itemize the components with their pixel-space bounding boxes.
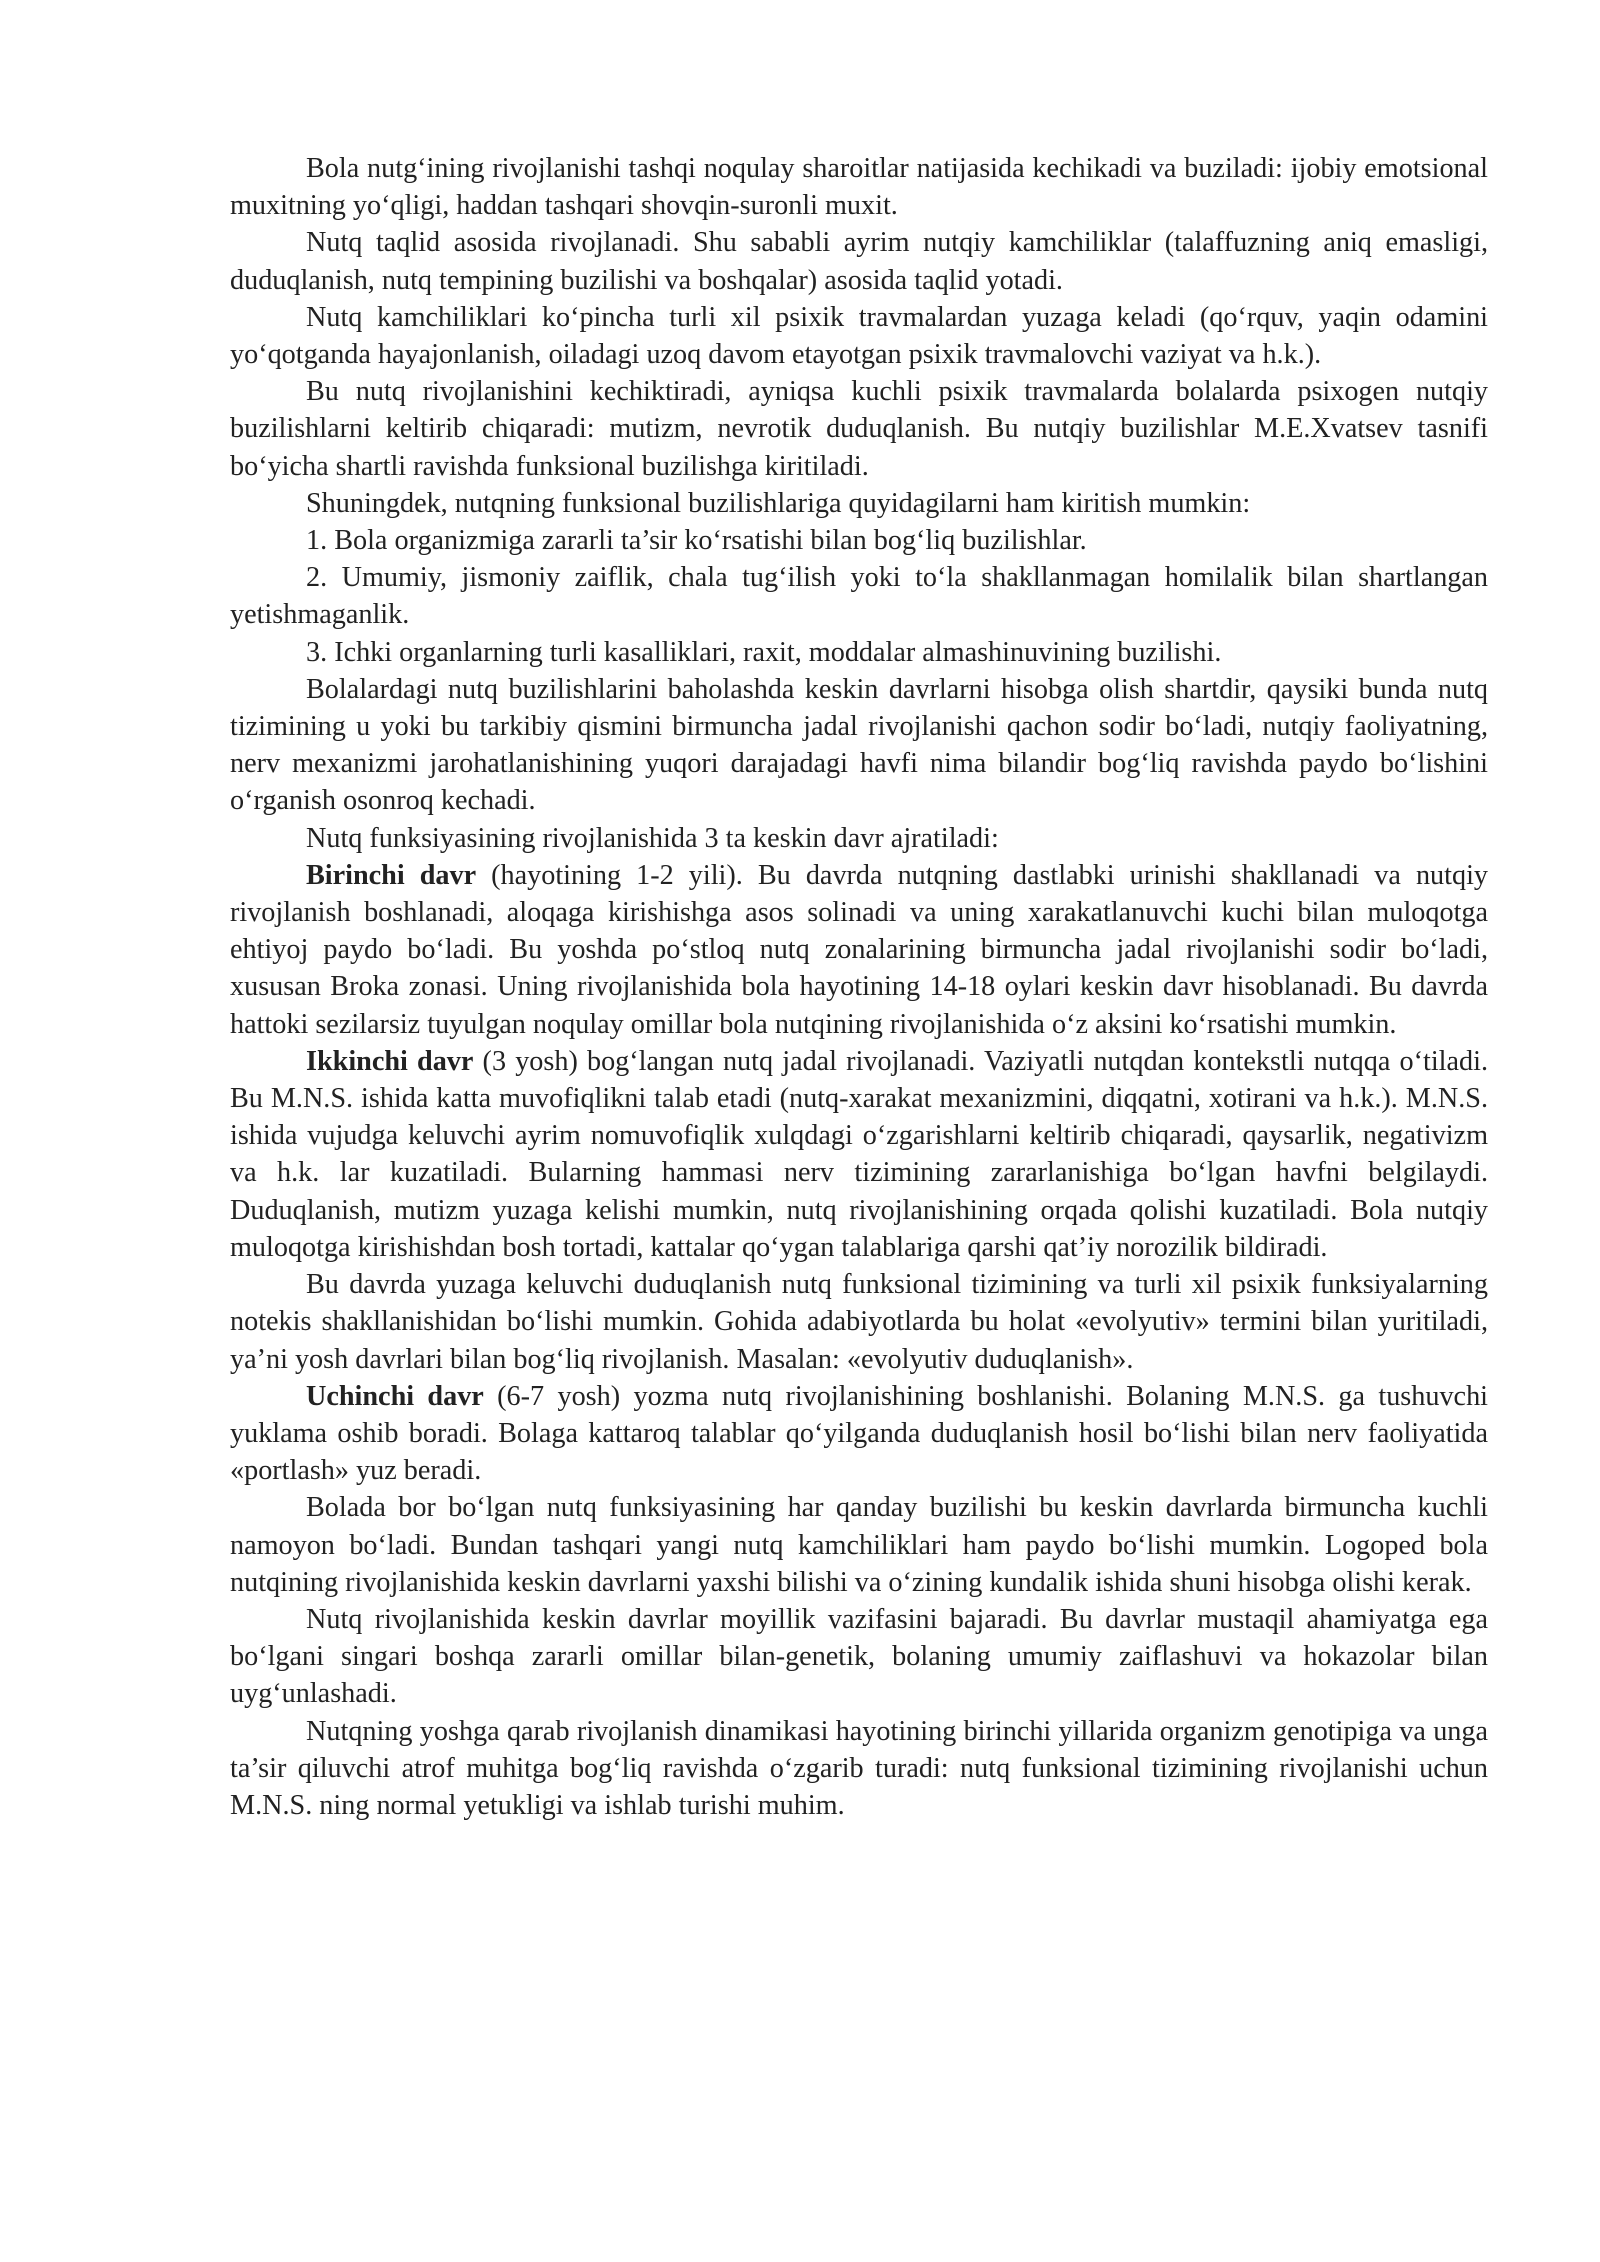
paragraph-15: Bolada bor bo‘lgan nutq funksiyasining har qanday buzilishi bu keskin davrlarda birmuncha kuchli namoyon bo‘ladi. Bundan tashqari yangi nutq kamchiliklari ham paydo bo‘lishi mumkin. Logoped bola nutqining rivojlanishida keskin davrlarni yaxshi bilishi va o‘zining kundalik ishida shuni hisobga olishi kerak. [230,1492,1488,1598]
third-period-text: (6-7 yosh) yozma nutq rivojlanishining boshlanishi. Bolaning M.N.S. ga tushuvchi yuklama oshib boradi. Bolaga kattaroq talablar qo‘yilganda duduqlanish hosil bo‘lishi bilan nerv faoliyatida «portlash» yuz beradi. [230,1380,1488,1487]
second-period-heading: Ikkinchi davr [306,1045,474,1077]
second-period-text: (3 yosh) bog‘langan nutq jadal rivojlanadi. Vaziyatli nutqdan kontekstli nutqqa o‘tiladi. Bu M.N.S. ishida katta muvofiqlikni talab etadi (nutq-xarakat mexanizmini, diqqatni, xotirani va h.k.). M.N.S. ishida vujudga keluvchi ayrim nomuvofiqlik xulqdagi o‘zgarishlarni keltirib chiqaradi, qaysarlik, negativizm va h.k. lar kuzatiladi. Bularning hammasi nerv tizimining zararlanishiga bo‘lgan havfni belgilaydi. Duduqlanish, mutizm yuzaga kelishi mumkin, nutq rivojlanishining orqada qolishi kuzatiladi. Bola nutqiy muloqotga kirishishdan bosh tortadi, kattalar qo‘ygan talablariga qarshi qat’iy norozilik bildiradi. [230,1045,1488,1263]
paragraph-1: Bola nutg‘ining rivojlanishi tashqi noqulay sharoitlar natijasida kechikadi va buziladi: ijobiy emotsional muxitning yo‘qligi, haddan tashqari shovqin-suronli muxit. [230,153,1488,222]
paragraph-13: Bu davrda yuzaga keluvchi duduqlanish nutq funksional tizimining va turli xil psixik funksiyalarning notekis shakllanishidan bo‘lishi mumkin. Gohida adabiyotlarda bu holat «evolyutiv» termini bilan yuritiladi, ya’ni yosh davrlari bilan bog‘liq rivojlanish. Masalan: «evolyutiv duduqlanish». [230,1269,1488,1375]
paragraph-first-period [230,857,1488,1043]
paragraph-5: Shuningdek, nutqning funksional buzilishlariga quyidagilarni ham kiritish mumkin: [306,487,1251,519]
first-period-heading: Birinchi davr [306,859,477,891]
paragraph-10: Nutq funksiyasining rivojlanishida 3 ta keskin davr ajratiladi: [306,822,999,854]
list-item-1: 1. Bola organizmiga zararli ta’sir ko‘rsatishi bilan bog‘liq buzilishlar. [306,525,1087,557]
paragraph-17: Nutqning yoshga qarab rivojlanish dinamikasi hayotining birinchi yillarida organizm genotipiga va unga ta’sir qiluvchi atrof muhitga bog‘liq ravishda o‘zgarib turadi: nutq funksional tizimining rivojlanishi uchun M.N.S. ning normal yetukligi va ishlab turishi muhim. [230,1715,1488,1821]
paragraph-second-period [230,1043,1488,1266]
third-period-heading: Uchinchi davr [306,1380,484,1412]
paragraph-4: Bu nutq rivojlanishini kechiktiradi, ayniqsa kuchli psixik travmalarda bolalarda psixogen nutqiy buzilishlarni keltirib chiqaradi: mutizm, nevrotik duduqlanish. Bu nutqiy buzilishlar M.E.Xvatsev tasnifi bo‘yicha shartli ravishda funksional buzilishga kiritiladi. [230,376,1488,482]
paragraph-third-period [230,1378,1488,1490]
paragraph-2: Nutq taqlid asosida rivojlanadi. Shu sababli ayrim nutqiy kamchiliklar (talaffuzning aniq emasligi, duduqlanish, nutq tempining buzilishi va boshqalar) asosida taqlid yotadi. [230,227,1488,296]
paragraph-3: Nutq kamchiliklari ko‘pincha turli xil psixik travmalardan yuzaga keladi (qo‘rquv, yaqin odamini yo‘qotganda hayajonlanish, oiladagi uzoq davom etayotgan psixik travmalovchi vaziyat va h.k.). [230,301,1488,371]
paragraph-9: Bolalardagi nutq buzilishlarini baholashda keskin davrlarni hisobga olish shartdir, qaysiki bunda nutq tizimining u yoki bu tarkibiy qismini birmuncha jadal rivojlanishi qachon sodir bo‘ladi, nutqiy faoliyatning, nerv mexanizmi jarohatlanishining yuqori darajadagi havfi nima bilandir bog‘liq ravishda paydo bo‘lishini o‘rganish osonroq kechadi. [230,673,1488,817]
list-item-2: 2. Umumiy, jismoniy zaiflik, chala tug‘ilish yoki to‘la shakllanmagan homilalik bilan shartlangan yetishmaganlik. [230,562,1488,631]
first-period-text: (hayotining 1-2 yili). Bu davrda nutqning dastlabki urinishi shakllanadi va nutqiy rivojlanish boshlanadi, aloqaga kirishishga asos solinadi va uning xarakatlanuvchi kuchi bilan muloqotga ehtiyoj paydo bo‘ladi. Bu yoshda po‘stloq nutq zonalarining birmuncha jadal rivojlanishi sodir bo‘ladi, xususan Broka zonasi. Uning rivojlanishida bola hayotining 14-18 oylari keskin davr hisoblanadi. Bu davrda hattoki sezilarsiz tuyulgan noqulay omillar bola nutqining rivojlanishida o‘z aksini ko‘rsatishi mumkin. [230,859,1488,1040]
list-item-3: 3. Ichki organlarning turli kasalliklari, raxit, moddalar almashinuvining buzilishi. [306,636,1222,668]
document-page [230,150,1488,1824]
paragraph-16: Nutq rivojlanishida keskin davrlar moyillik vazifasini bajaradi. Bu davrlar mustaqil ahamiyatga ega bo‘lgani singari boshqa zararli omillar bilan-genetik, bolaning umumiy zaiflashuvi va hokazolar bilan uyg‘unlashadi. [230,1603,1488,1710]
